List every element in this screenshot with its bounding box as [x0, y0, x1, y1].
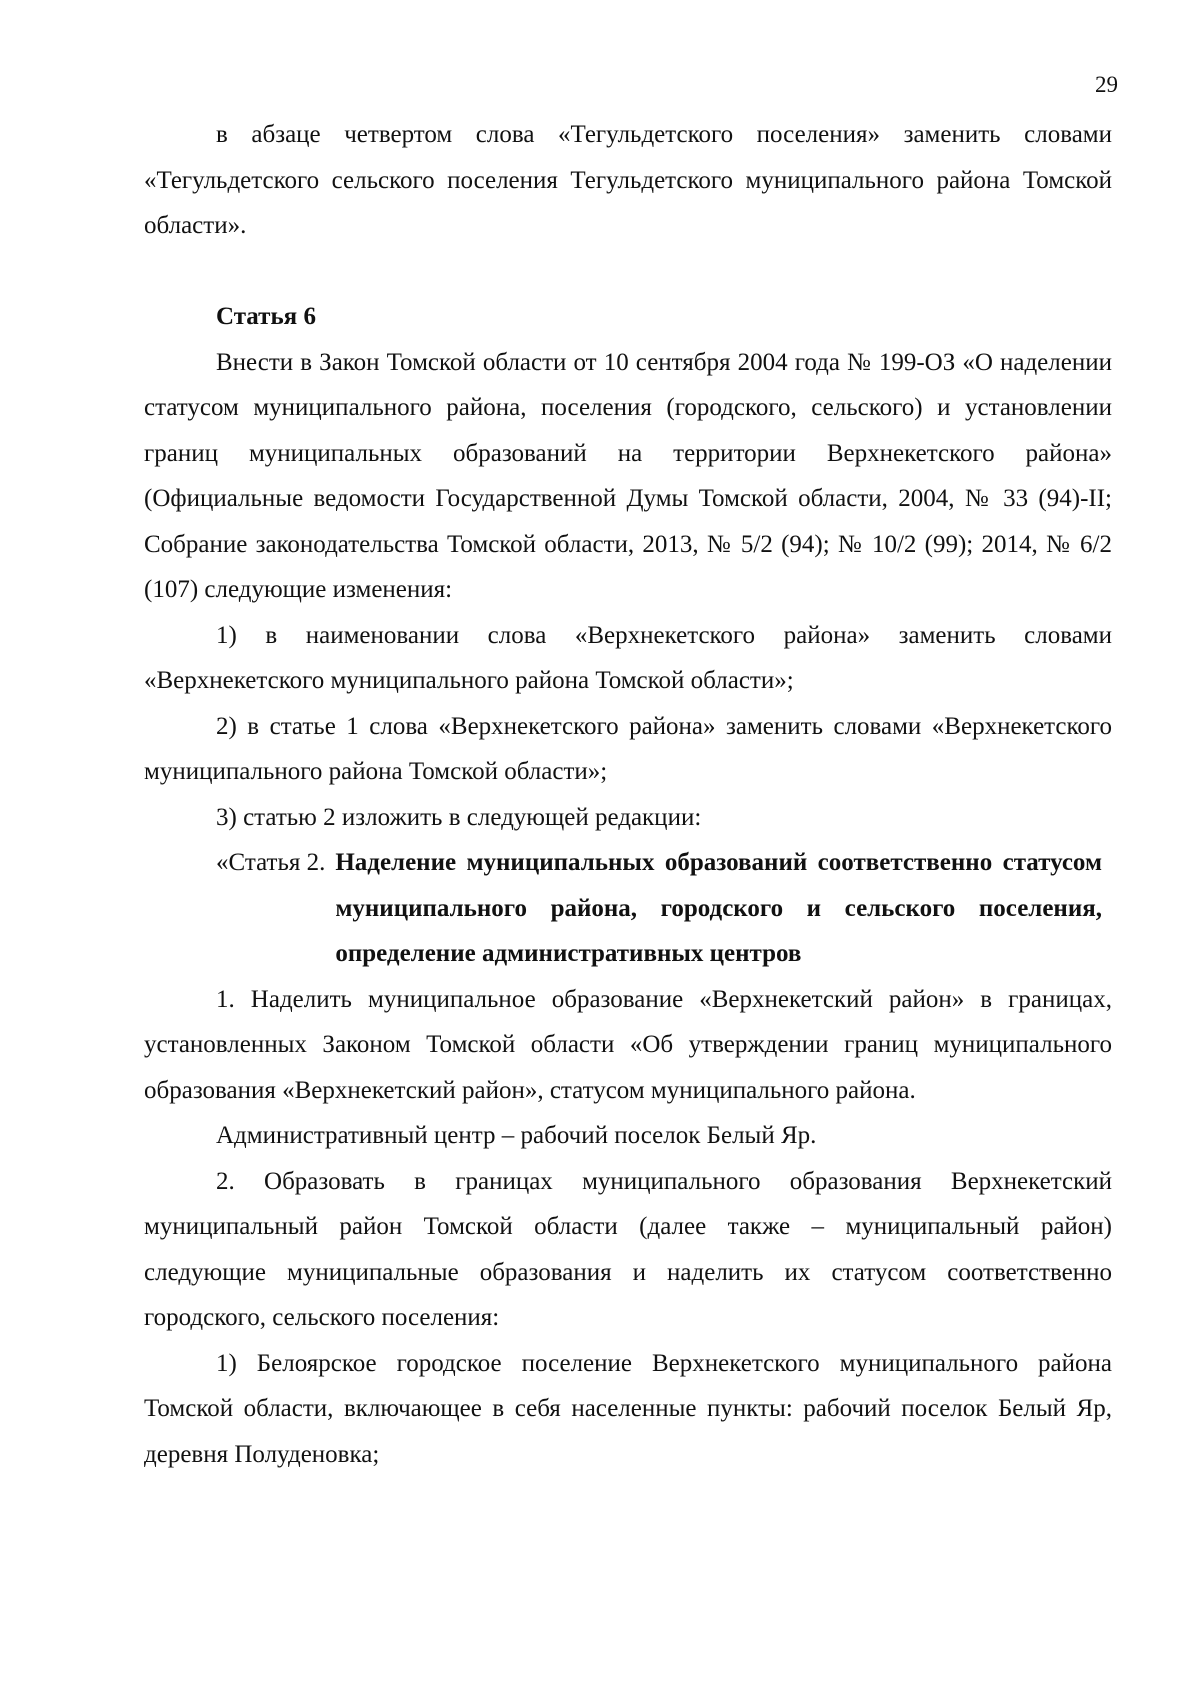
article-heading: Статья 6 [216, 303, 316, 330]
point-1: 1. Наделить муниципальное образование «Верхнекетский район» в границах, установленных Законом Томской области «Об утверждении границ муниципального образования «Верхнекетский район», статусом муниципального района. [144, 985, 1112, 1104]
amendment-item-1: 1) в наименовании слова «Верхнекетского района» заменить словами «Верхнекетского муниципального района Томской области»; [144, 621, 1112, 694]
quoted-article-title: Наделение муниципальных образований соответственно статусом муниципального района, городского и сельского поселения, определение административных центров [335, 849, 1102, 967]
intro-paragraph: в абзаце четвертом слова «Тегульдетского поселения» заменить словами «Тегульдетского сельского поселения Тегульдетского муниципального района Томской области». [144, 121, 1112, 239]
quoted-article-heading [144, 840, 1112, 977]
article-body: Внести в Закон Томской области от 10 сентября 2004 года № 199-ОЗ «О наделении статусом муниципального района, поселения (городского, сельского) и установлении границ муниципальных образований на территории Верхнекетского района» (Официальные ведомости Государственной Думы Томской области, 2004, № 33 (94)-II; Собрание законодательства Томской области, 2013, № 5/2 (94); № 10/2 (99); 2014, № 6/2 (107) следующие изменения: [144, 348, 1112, 603]
amendment-item-3: 3) статью 2 изложить в следующей редакции: [216, 803, 702, 831]
document-content [144, 112, 1112, 1477]
admin-center: Административный центр – рабочий поселок Белый Яр. [216, 1122, 817, 1149]
quoted-article-prefix: «Статья 2. [216, 849, 326, 876]
subpoint-1: 1) Белоярское городское поселение Верхнекетского муниципального района Томской области, включающее в себя населенные пункты: рабочий поселок Белый Яр, деревня Полуденовка; [144, 1349, 1112, 1468]
amendment-item-2: 2) в статье 1 слова «Верхнекетского района» заменить словами «Верхнекетского муниципального района Томской области»; [144, 712, 1112, 785]
page-number: 29 [1095, 72, 1118, 97]
point-2: 2. Образовать в границах муниципального образования Верхнекетский муниципальный район Томской области (далее также – муниципальный район) следующие муниципальные образования и наделить их статусом соответственно городского, сельского поселения: [144, 1167, 1112, 1331]
